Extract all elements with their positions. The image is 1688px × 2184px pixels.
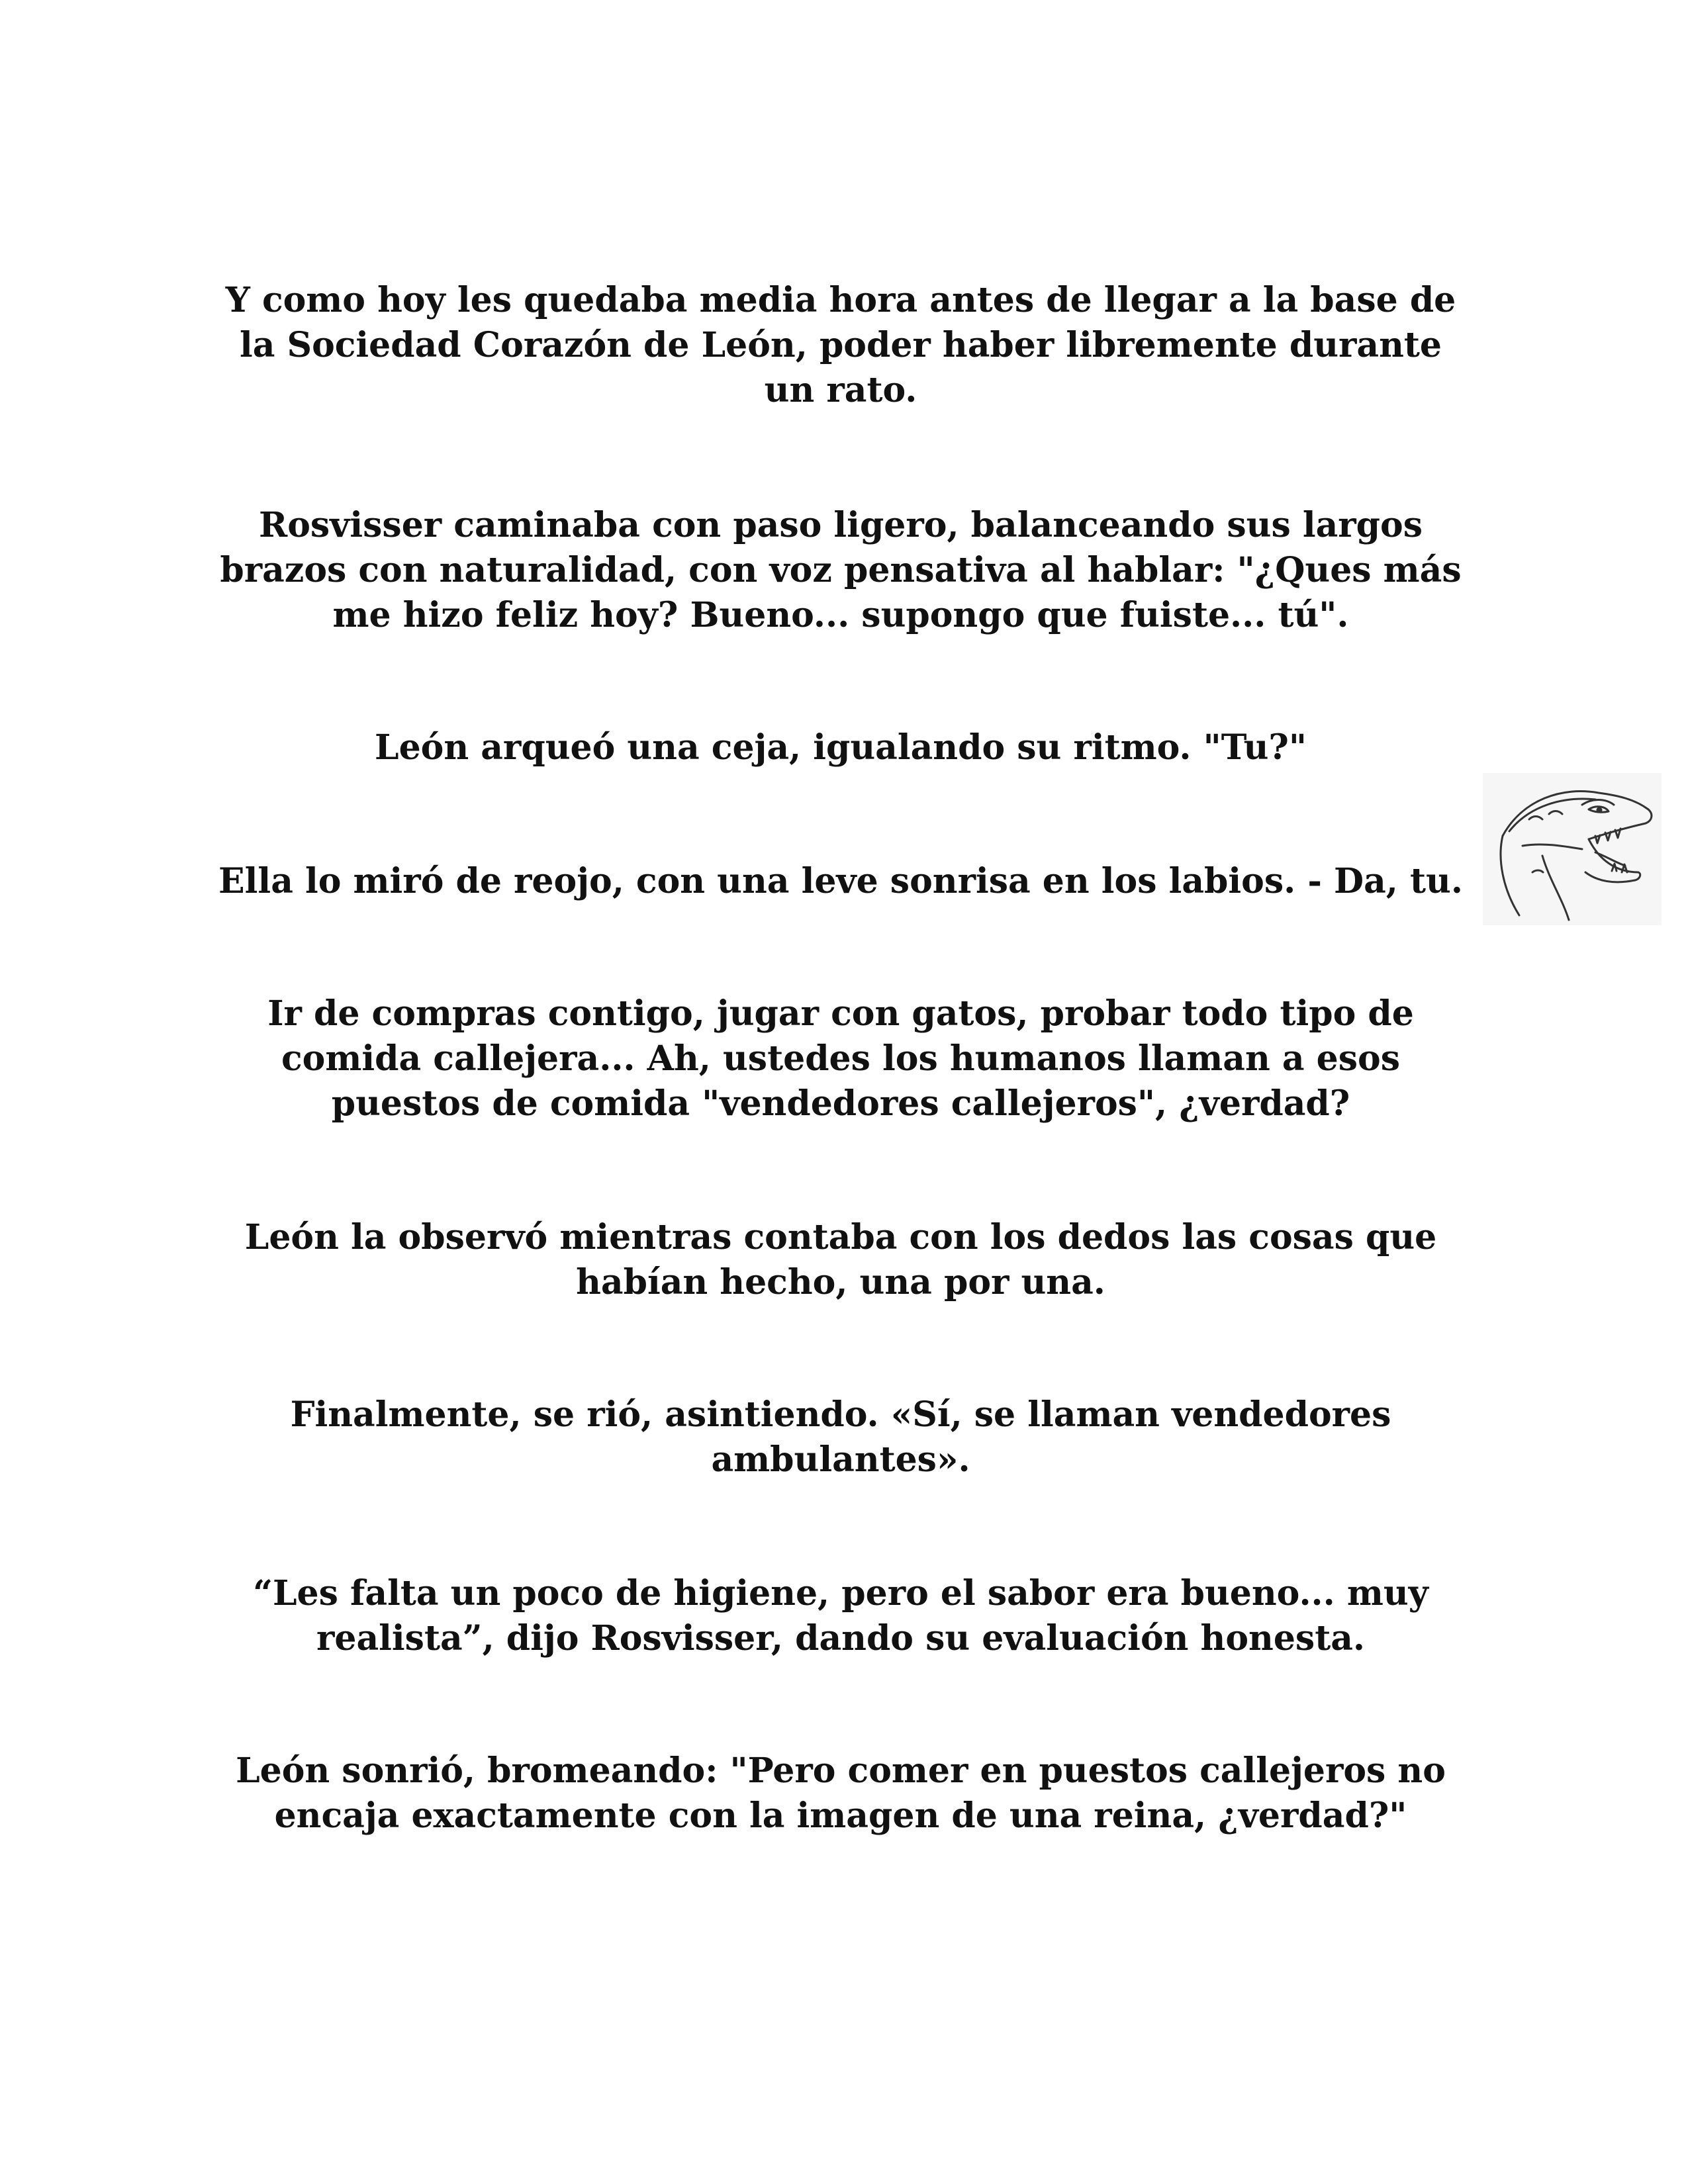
paragraph-9: León sonrió, bromeando: "Pero comer en puestos callejeros no encaja exactamente con la imagen de una reina, ¿verdad?" [236,1751,1446,1836]
dinosaur-head-sketch-icon [1483,773,1662,925]
paragraph-2: Rosvisser caminaba con paso ligero, balanceando sus largos brazos con naturalidad, con voz pensativa al hablar: "¿Ques más me hizo feliz hoy? Bueno... supongo que fuiste... tú". [220,505,1462,635]
paragraph-1: Y como hoy les quedaba media hora antes de llegar a la base de la Sociedad Corazón de León, poder haber libremente durante un rato. [225,280,1456,410]
paragraph-5: Ir de compras contigo, jugar con gatos, probar todo tipo de comida callejera... Ah, ustedes los humanos llaman a esos puestos de comida "vendedores callejeros", ¿verdad? [267,993,1414,1124]
paragraph-4: Ella lo miró de reojo, con una leve sonrisa en los labios. - Da, tu. [218,861,1463,901]
paragraph-8: “Les falta un poco de higiene, pero el sabor era bueno... muy realista”, dijo Rosvisser, dando su evaluación honesta. [253,1573,1429,1659]
paragraph-3: León arqueó una ceja, igualando su ritmo. "Tu?" [375,727,1307,768]
paragraph-6: León la observó mientras contaba con los dedos las cosas que habían hecho, una por una. [244,1217,1437,1302]
paragraph-7: Finalmente, se rió, asintiendo. «Sí, se llaman vendedores ambulantes». [290,1394,1391,1480]
story-text [218,278,1463,1839]
